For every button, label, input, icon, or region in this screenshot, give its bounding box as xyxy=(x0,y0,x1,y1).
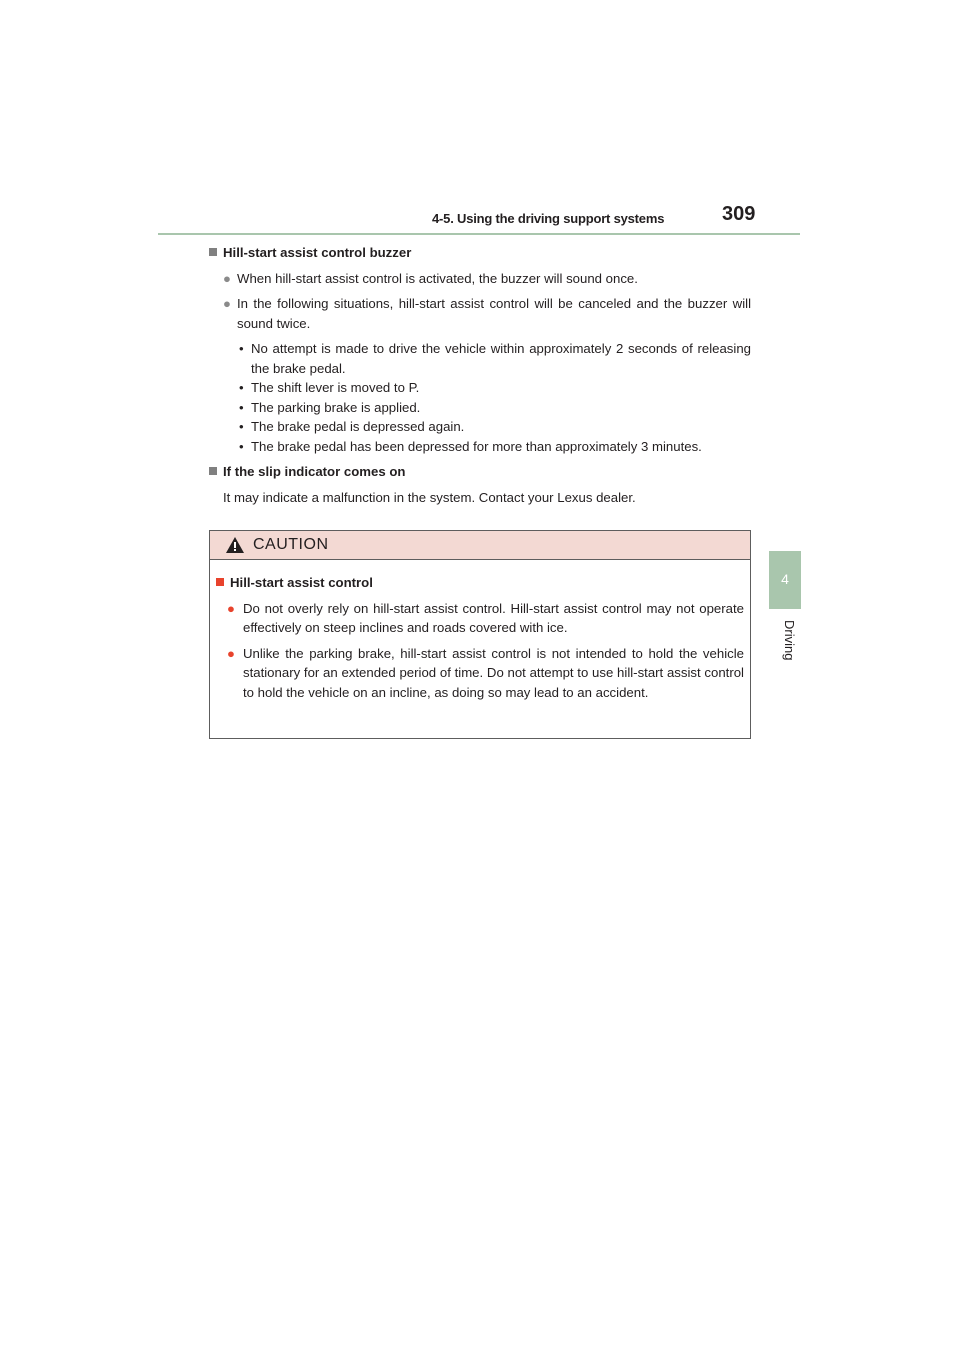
dot-bullet-icon: • xyxy=(239,438,244,454)
cancel-condition-item: • The brake pedal is depressed again. xyxy=(209,417,751,437)
chapter-tab-number: 4 xyxy=(781,571,789,587)
square-bullet-icon xyxy=(216,578,224,586)
dot-bullet-icon: • xyxy=(239,380,244,395)
cancel-condition-item: • The shift lever is moved to P. xyxy=(209,378,751,398)
cancel-condition-item: • The parking brake is applied. xyxy=(209,398,751,418)
caution-box xyxy=(209,530,751,739)
caution-bullet: ● Do not overly rely on hill-start assist control. Hill-start assist control may not operate effectively on steep inclines and roads covered with ice. xyxy=(227,600,744,635)
buzzer-bullet: ● In the following situations, hill-start assist control will be canceled and the buzzer will sound twice. xyxy=(223,296,751,331)
slip-paragraph: It may indicate a malfunction in the system. Contact your Lexus dealer. xyxy=(223,489,636,505)
caution-bullet: ● Unlike the parking brake, hill-start assist control is not intended to hold the vehicle stationary for an extended period of time. Do not attempt to use hill-start assist control to hold the vehicle on an incline, as doing so may lead to an accident. xyxy=(227,645,744,700)
header-divider xyxy=(158,233,800,235)
buzzer-bullet: ● When hill-start assist control is activated, the buzzer will sound once. xyxy=(209,269,751,289)
warning-triangle-icon xyxy=(226,537,244,553)
square-bullet-icon xyxy=(209,467,217,475)
cancel-condition-item: • No attempt is made to drive the vehicle within approximately 2 seconds of releasing the brake pedal. xyxy=(239,341,751,376)
slip-heading-text: If the slip indicator comes on xyxy=(223,464,406,479)
caution-heading xyxy=(216,573,744,593)
circle-bullet-icon: ● xyxy=(223,296,231,311)
square-bullet-icon xyxy=(209,248,217,256)
circle-bullet-icon: ● xyxy=(227,600,235,616)
section-title: 4-5. Using the driving support systems xyxy=(432,211,665,226)
chapter-tab-label: Driving xyxy=(782,620,797,661)
caution-heading-text: Hill-start assist control xyxy=(230,575,373,590)
dot-bullet-icon: • xyxy=(239,399,244,415)
buzzer-section-heading xyxy=(209,243,751,263)
page-number: 309 xyxy=(722,203,756,225)
buzzer-heading-text: Hill-start assist control buzzer xyxy=(223,245,412,260)
dot-bullet-icon: • xyxy=(239,419,244,434)
caution-header xyxy=(210,531,750,560)
caution-body xyxy=(210,560,750,702)
dot-bullet-icon: • xyxy=(239,341,244,356)
cancel-condition-item: • The brake pedal has been depressed for more than approximately 3 minutes. xyxy=(209,437,751,457)
circle-bullet-icon: ● xyxy=(227,645,235,661)
slip-section-heading xyxy=(209,462,751,482)
circle-bullet-icon: ● xyxy=(223,270,231,286)
caution-title: CAUTION xyxy=(253,536,329,553)
main-content xyxy=(209,243,751,507)
